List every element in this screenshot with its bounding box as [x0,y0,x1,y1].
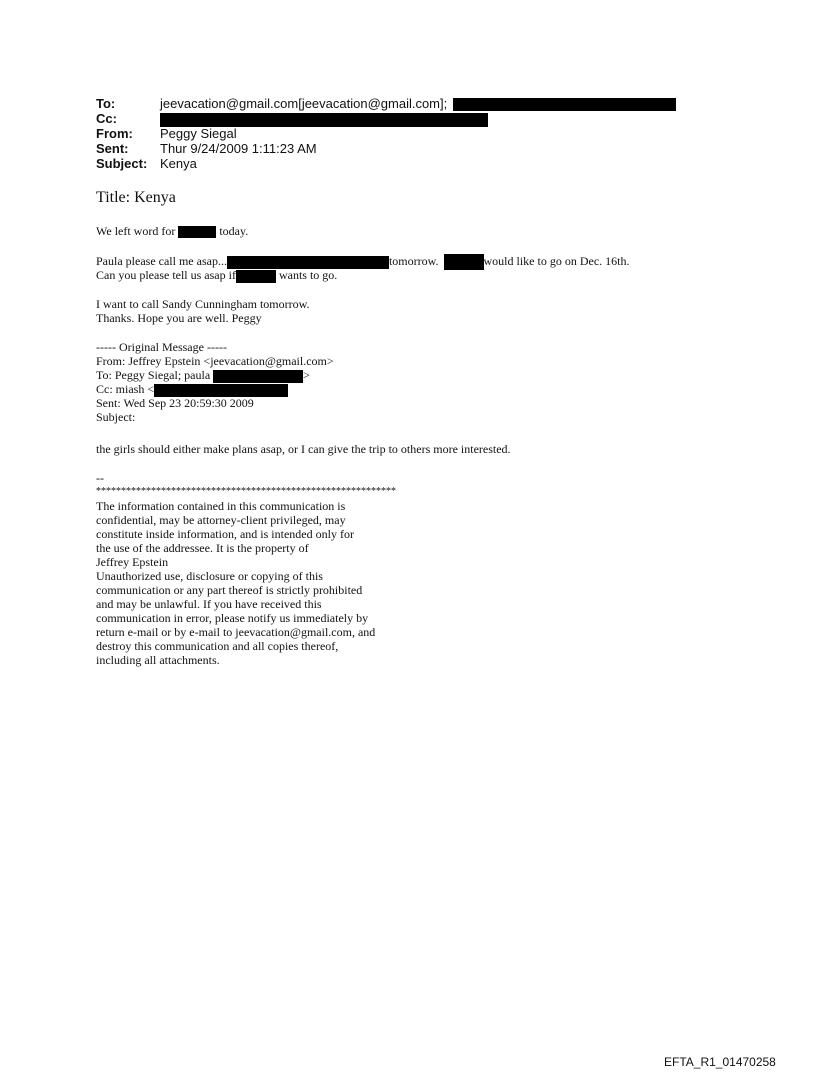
message-body-p3 [96,297,310,325]
document-title: Title: Kenya [96,189,176,206]
redaction-box [227,256,389,269]
disclaimer-line: including all attachments. [96,653,220,667]
redaction-box [236,270,276,283]
body-line: Thanks. Hope you are well. Peggy [96,311,262,325]
original-message [96,340,334,424]
to-address: jeevacation@gmail.com[jeevacation@gmail.com]; [160,96,448,111]
disclaimer-line: communication in error, please notify us immediately by [96,611,369,625]
disclaimer-line: communication or any part thereof is strictly prohibited [96,583,363,597]
cc-value [160,111,488,127]
disclaimer-line: Jeffrey Epstein [96,555,169,569]
disclaimer-line: destroy this communication and all copies thereof, [96,639,339,653]
disclaimer-line: confidential, may be attorney-client privileged, may [96,513,346,527]
stars-divider: ************************************************************ [96,486,396,497]
original-subject: Subject: [96,410,136,424]
body-line [96,224,248,238]
message-body-p2 [96,254,629,282]
body-text: We left word for [96,224,176,238]
cc-label: Cc: [96,111,117,126]
disclaimer [96,471,396,667]
from-value: Peggy Siegal [160,126,237,141]
subject-value: Kenya [160,156,197,171]
disclaimer-line: constitute inside information, and is intended only for [96,527,354,541]
original-separator: ----- Original Message ----- [96,340,227,354]
body-text: Can you please tell us asap if [96,268,236,282]
body-text: wants to go. [278,268,338,282]
document-id: EFTA_R1_01470258 [664,1055,776,1069]
body-text: would like to go on Dec. 16th. [483,254,630,268]
to-value [160,96,676,111]
original-cc [96,382,334,396]
body-line [96,254,629,268]
redaction-box [160,113,488,127]
redaction-box [453,98,676,111]
sent-value: Thur 9/24/2009 1:11:23 AM [160,141,317,156]
disclaimer-line: and may be unlawful. If you have received this [96,597,322,611]
original-from: From: Jeffrey Epstein <jeevacation@gmail.com> [96,354,334,368]
sent-label: Sent: [96,141,129,156]
body-text: Paula please call me asap... [96,254,227,268]
body-line [96,268,629,282]
disclaimer-line: The information contained in this communication is [96,499,346,513]
redaction-box [213,370,303,383]
body-line: I want to call Sandy Cunningham tomorrow. [96,297,310,311]
disclaimer-line: the use of the addressee. It is the property of [96,541,309,555]
original-message-text: the girls should either make plans asap, or I can give the trip to others more interested. [96,442,511,456]
signature-dashes: -- [96,471,104,485]
disclaimer-line: return e-mail or by e-mail to jeevacation@gmail.com, and [96,625,376,639]
body-text: Cc: miash < [96,382,155,396]
redaction-box [154,384,288,397]
body-text: today. [219,224,249,238]
to-label: To: [96,96,116,111]
original-to [96,368,334,382]
body-text: To: Peggy Siegal; paula [96,368,211,382]
from-label: From: [96,126,133,141]
body-text: tomorrow. [388,254,439,268]
message-body [96,224,248,238]
redaction-box [178,226,216,238]
disclaimer-line: Unauthorized use, disclosure or copying of this [96,569,323,583]
body-text: > [303,368,310,382]
original-sent: Sent: Wed Sep 23 20:59:30 2009 [96,396,254,410]
subject-label: Subject: [96,156,148,171]
